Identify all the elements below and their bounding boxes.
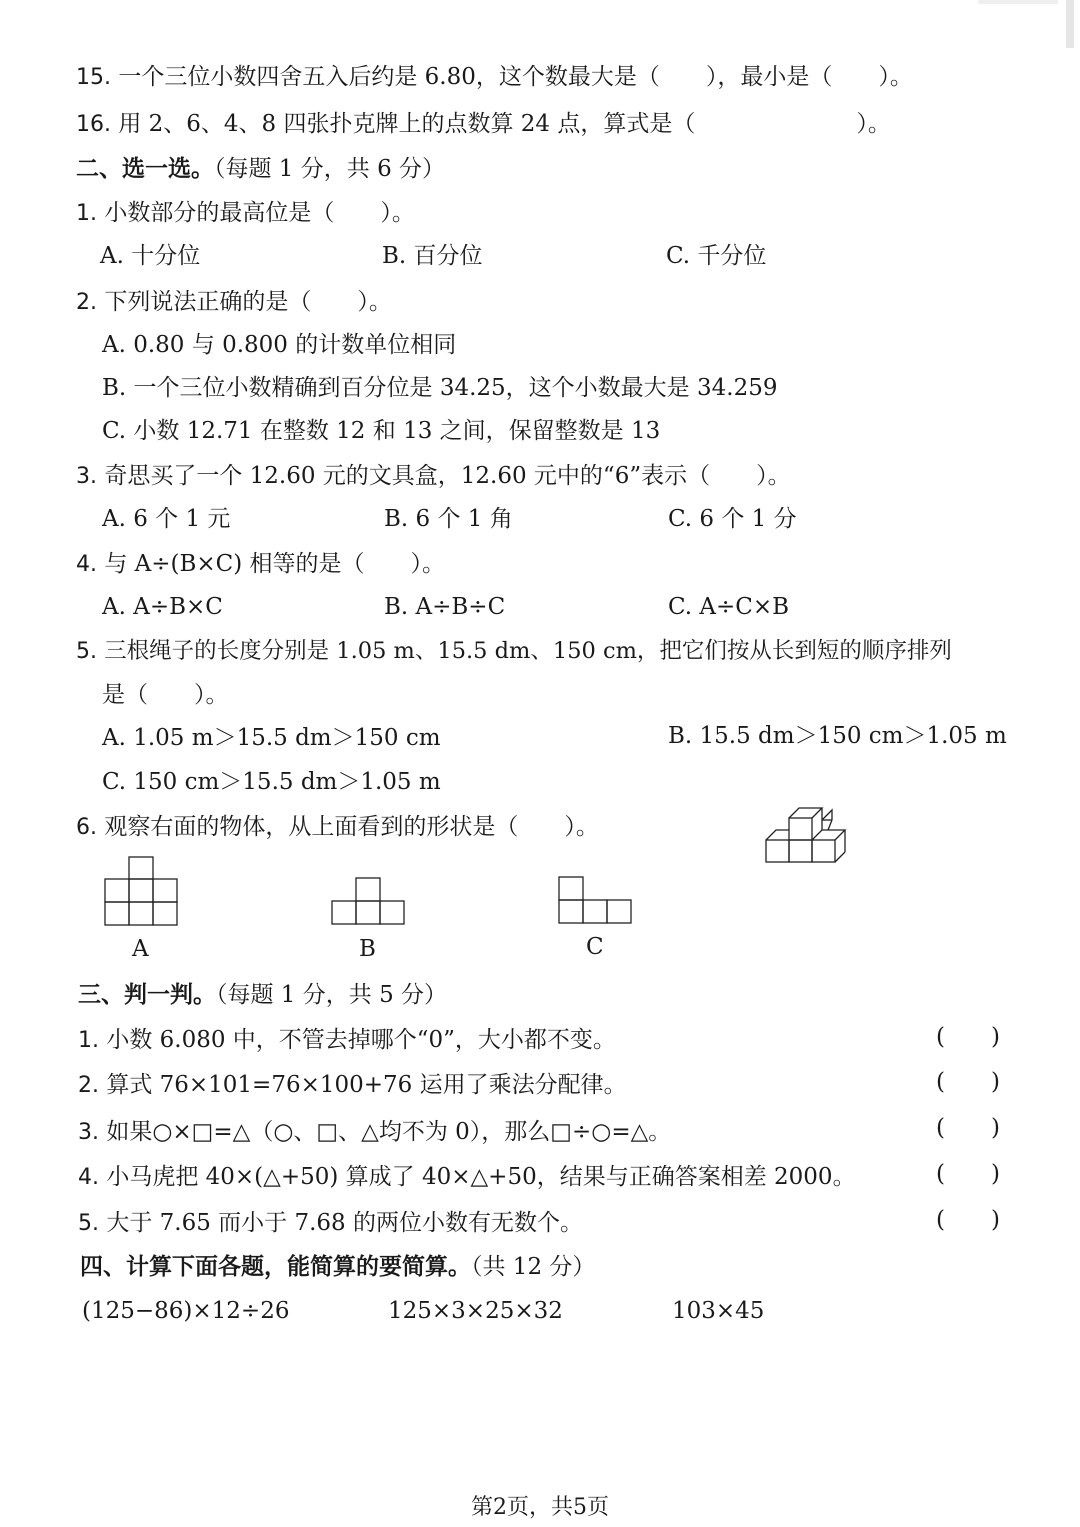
section-title: 四、计算下面各题，能简算的要简算。 xyxy=(80,1254,471,1280)
question-text: 观察右面的物体，从上面看到的形状是（ ）。 xyxy=(104,814,599,840)
page-footer: 第2页，共5页 xyxy=(471,1495,609,1520)
option-b: B. 15.5 dm＞150 cm＞1.05 m xyxy=(668,723,1007,749)
answer-blank[interactable]: ( ) xyxy=(936,1161,1000,1187)
question-text: 与 A÷(B×C) 相等的是（ ）。 xyxy=(104,551,446,577)
question-15 xyxy=(76,62,913,93)
calc-problem-1: (125−86)×12÷26 xyxy=(82,1298,290,1324)
question-text: 下列说法正确的是（ ）。 xyxy=(104,289,392,315)
question-text: 小马虎把 40×(△+50) 算成了 40×△+50，结果与正确答案相差 2000。 xyxy=(106,1164,856,1190)
mc-question-3 xyxy=(76,461,791,492)
figure-label-a: A xyxy=(132,936,149,962)
question-number: 1. xyxy=(78,1028,99,1053)
answer-blank[interactable]: ( ) xyxy=(936,1115,1000,1141)
tf-question-3 xyxy=(78,1117,671,1148)
option-a: A. A÷B×C xyxy=(102,594,223,620)
figure-label-b: B xyxy=(359,936,376,962)
section-3-heading xyxy=(78,980,447,1010)
option-c: C. 150 cm＞15.5 dm＞1.05 m xyxy=(102,769,441,795)
section-title: 三、判一判。 xyxy=(78,982,216,1008)
question-text: 算式 76×101=76×100+76 运用了乘法分配律。 xyxy=(106,1072,627,1098)
question-number: 5. xyxy=(78,1211,99,1236)
option-b: B. A÷B÷C xyxy=(384,594,506,620)
question-number: 4. xyxy=(78,1165,99,1190)
question-number: 6. xyxy=(76,815,97,840)
top-view-option-a xyxy=(104,856,178,926)
question-number: 15. xyxy=(76,65,111,90)
calc-problem-2: 125×3×25×32 xyxy=(388,1298,563,1324)
answer-blank[interactable]: ( ) xyxy=(936,1207,1000,1233)
top-view-option-b xyxy=(331,877,405,925)
option-a: A. 十分位 xyxy=(100,243,201,269)
question-text-continued: 是（ ）。 xyxy=(102,682,229,708)
mc-question-1 xyxy=(76,198,415,229)
option-c: C. A÷C×B xyxy=(668,594,790,620)
option-b: B. 6 个 1 角 xyxy=(384,506,513,532)
question-number: 1. xyxy=(76,201,97,226)
question-number: 3. xyxy=(76,464,97,489)
option-a: A. 0.80 与 0.800 的计数单位相同 xyxy=(102,332,457,358)
top-view-option-c xyxy=(558,876,632,924)
question-number: 5. xyxy=(76,639,97,664)
cube-stack-figure xyxy=(760,806,860,866)
option-c: C. 千分位 xyxy=(666,243,767,269)
question-number: 2. xyxy=(78,1073,99,1098)
calc-problem-3: 103×45 xyxy=(672,1298,765,1324)
question-16 xyxy=(76,109,891,140)
scan-edge xyxy=(1066,0,1074,48)
question-text: 奇思买了一个 12.60 元的文具盒，12.60 元中的“6”表示（ ）。 xyxy=(104,463,791,489)
question-text: 大于 7.65 而小于 7.68 的两位小数有无数个。 xyxy=(106,1210,583,1236)
section-subtitle: （每题 1 分，共 5 分） xyxy=(216,982,448,1008)
section-4-heading xyxy=(80,1252,595,1282)
question-number: 4. xyxy=(76,552,97,577)
mc-question-5 xyxy=(76,636,952,667)
question-text: 用 2、6、4、8 四张扑克牌上的点数算 24 点，算式是（ ）。 xyxy=(118,111,891,137)
question-text: 小数部分的最高位是（ ）。 xyxy=(104,200,415,226)
section-subtitle: （共 12 分） xyxy=(471,1254,596,1280)
section-2-heading xyxy=(76,154,445,184)
section-subtitle: （每题 1 分，共 6 分） xyxy=(214,156,446,182)
question-number: 16. xyxy=(76,112,111,137)
option-a: A. 6 个 1 元 xyxy=(102,506,231,532)
figure-label-c: C xyxy=(586,934,604,960)
scan-edge-top xyxy=(978,0,1058,4)
question-text: 小数 6.080 中，不管去掉哪个“0”，大小都不变。 xyxy=(106,1027,616,1053)
tf-question-4 xyxy=(78,1162,856,1193)
question-number: 2. xyxy=(76,290,97,315)
tf-question-1 xyxy=(78,1025,616,1056)
option-b: B. 一个三位小数精确到百分位是 34.25，这个小数最大是 34.259 xyxy=(102,375,778,401)
question-text: 一个三位小数四舍五入后约是 6.80，这个数最大是（ ），最小是（ ）。 xyxy=(118,64,913,90)
answer-blank[interactable]: ( ) xyxy=(936,1069,1000,1095)
question-text: 如果○×□=△（○、□、△均不为 0），那么□÷○=△。 xyxy=(106,1119,672,1145)
option-c: C. 6 个 1 分 xyxy=(668,506,797,532)
mc-question-4 xyxy=(76,549,445,580)
option-b: B. 百分位 xyxy=(382,243,483,269)
tf-question-2 xyxy=(78,1070,627,1101)
tf-question-5 xyxy=(78,1208,583,1239)
mc-question-6 xyxy=(76,812,599,843)
option-c: C. 小数 12.71 在整数 12 和 13 之间，保留整数是 13 xyxy=(102,418,661,444)
question-text: 三根绳子的长度分别是 1.05 m、15.5 dm、150 cm，把它们按从长到短的顺序排列 xyxy=(104,638,952,664)
section-title: 二、选一选。 xyxy=(76,156,214,182)
option-a: A. 1.05 m＞15.5 dm＞150 cm xyxy=(102,725,441,751)
mc-question-2 xyxy=(76,287,392,318)
question-number: 3. xyxy=(78,1120,99,1145)
answer-blank[interactable]: ( ) xyxy=(936,1024,1000,1050)
